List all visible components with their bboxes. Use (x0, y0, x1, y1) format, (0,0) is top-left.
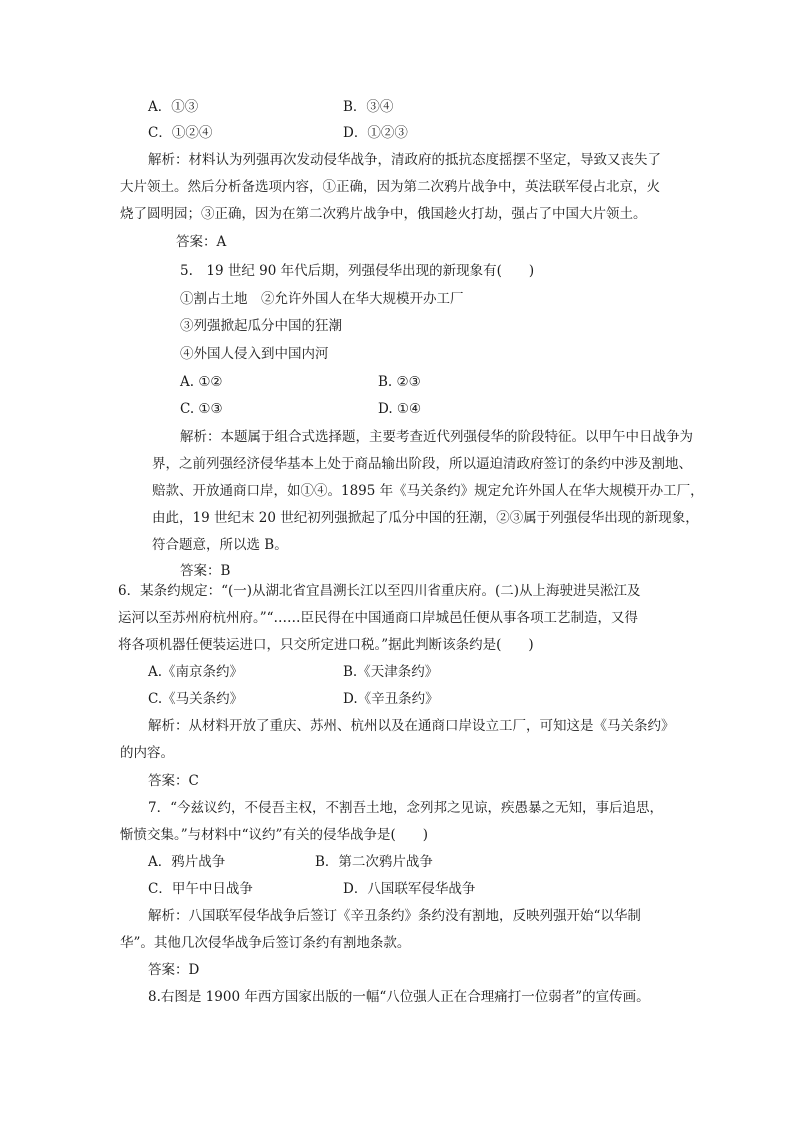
q4-analysis-line: 大片领土。然后分析备选项内容，①正确，因为第二次鸦片战争中，英法联军侵占北京，火 (120, 179, 660, 195)
q7-option-d: D．八国联军侵华战争 (343, 881, 476, 897)
q4-option-b: B．③④ (343, 99, 394, 115)
q5-analysis-line: 赔款、开放通商口岸，如①④。1895 年《马关条约》规定允许外国人在华大规模开办工厂， (152, 483, 704, 499)
q7-stem-line: 惭愤交集。”与材料中“议约”有关的侵华战争是( ) (120, 827, 428, 843)
q7-option-b: B．第二次鸦片战争 (315, 854, 433, 870)
q5-analysis-line: 界，之前列强经济侵华基本上处于商品输出阶段，所以逼迫清政府签订的条约中涉及割地、 (152, 456, 692, 472)
q4-analysis-line: 解析：材料认为列强再次发动侵华战争，清政府的抵抗态度摇摆不坚定，导致又丧失了 (148, 152, 661, 168)
q5-analysis-line: 解析：本题属于组合式选择题，主要考查近代列强侵华的阶段特征。以甲午中日战争为 (180, 429, 693, 445)
q5-option-c: C. ①③ (180, 401, 223, 417)
q6-stem-line: 6．某条约规定：“(一)从湖北省宜昌溯长江以至四川省重庆府。(二)从上海驶进吴淞江及 (118, 583, 641, 599)
q6-option-a: A.《南京条约》 (148, 664, 244, 680)
q7-option-c: C．甲午中日战争 (148, 881, 253, 897)
q5-item: ①割占土地 ②允许外国人在华大规模开办工厂 (180, 291, 464, 307)
q4-analysis-line: 烧了圆明园；③正确，因为在第二次鸦片战争中，俄国趁火打劫，强占了中国大片领土。 (120, 206, 647, 222)
q8-stem: 8.右图是 1900 年西方国家出版的一幅“八位强人正在合理痛打一位弱者”的宣传画。 (148, 989, 650, 1005)
q5-option-a: A. ①② (180, 374, 223, 390)
q6-option-b: B.《天津条约》 (343, 664, 439, 680)
q6-option-c: C.《马关条约》 (148, 691, 244, 707)
q6-stem-line: 将各项机器任便装运进口，只交所定进口税。”据此判断该条约是( ) (118, 637, 534, 653)
q6-option-d: D.《辛丑条约》 (343, 691, 439, 707)
q5-answer: 答案：B (180, 563, 231, 579)
q6-answer: 答案：C (148, 773, 199, 789)
q5-stem: 5. 19 世纪 90 年代后期，列强侵华出现的新现象有( ) (180, 263, 535, 279)
q4-option-c: C．①②④ (148, 125, 213, 141)
q6-analysis-line: 的内容。 (120, 745, 174, 761)
q5-analysis-line: 符合题意，所以选 B。 (152, 537, 288, 553)
q5-analysis-line: 由此，19 世纪末 20 世纪初列强掀起了瓜分中国的狂潮，②③属于列强侵华出现的新现象， (152, 510, 699, 526)
q5-item: ④外国人侵入到中国内河 (180, 346, 329, 362)
q7-analysis-line: 解析：八国联军侵华战争后签订《辛丑条约》条约没有割地，反映列强开始“以华制 (148, 908, 641, 924)
q4-option-a: A．①③ (148, 99, 199, 115)
q5-option-b: B. ②③ (378, 374, 421, 390)
q4-option-d: D．①②③ (343, 125, 408, 141)
q7-option-a: A．鸦片战争 (148, 854, 226, 870)
q5-option-d: D. ①④ (378, 401, 422, 417)
q7-analysis-line: 华”。其他几次侵华战争后签订条约有割地条款。 (120, 935, 411, 951)
q6-analysis-line: 解析：从材料开放了重庆、苏州、杭州以及在通商口岸设立工厂，可知这是《马关条约》 (148, 718, 675, 734)
q4-answer: 答案：A (176, 234, 227, 250)
q6-stem-line: 运河以至苏州府杭州府。”“……臣民得在中国通商口岸城邑任便从事各项工艺制造，又得 (118, 610, 639, 626)
q5-item: ③列强掀起瓜分中国的狂潮 (180, 318, 342, 334)
q7-answer: 答案：D (148, 962, 200, 978)
q7-stem-line: 7．“今兹议约，不侵吾主权，不割吾土地，念列邦之见谅，疾愚暴之无知，事后追思， (148, 800, 663, 816)
